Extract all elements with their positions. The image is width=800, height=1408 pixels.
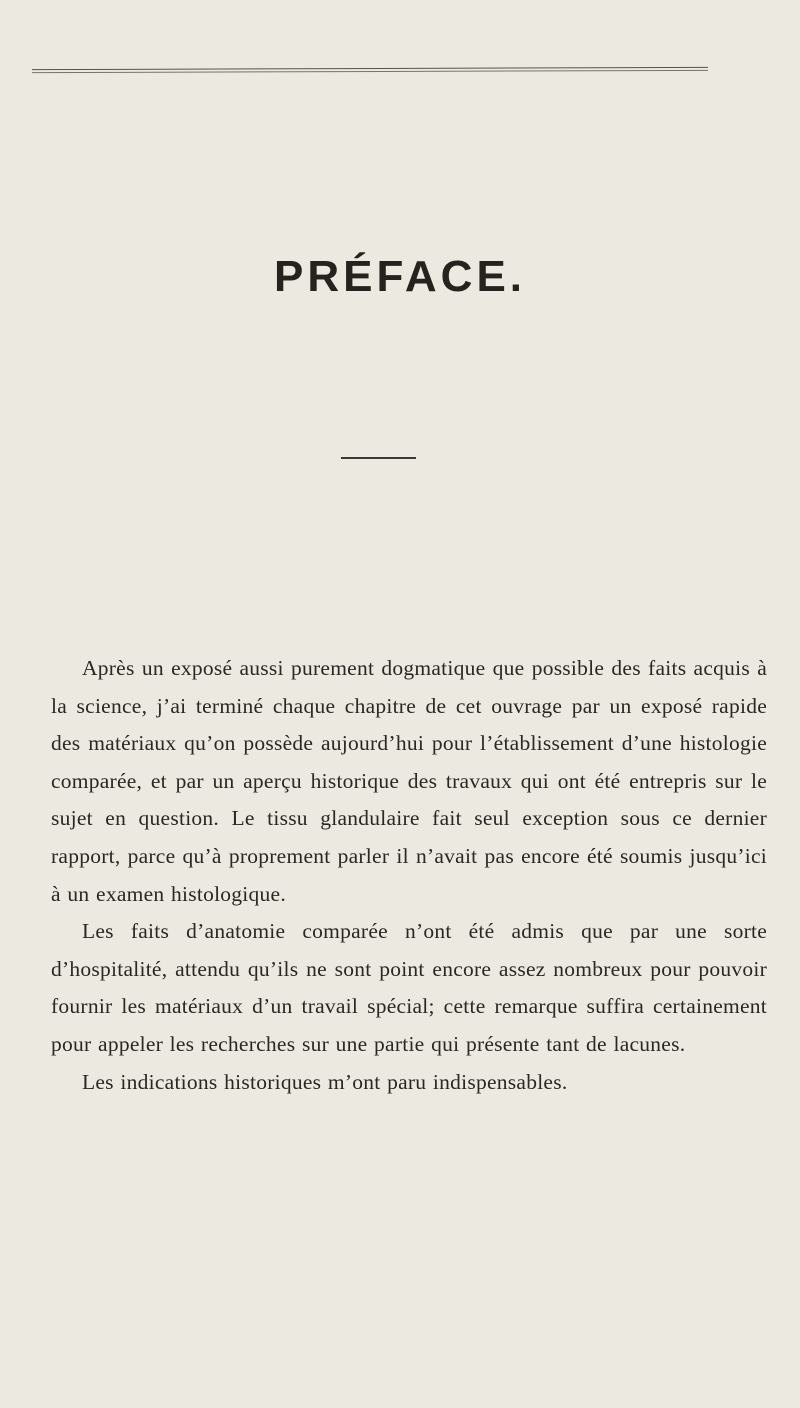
page-title: PRÉFACE. [273,252,527,301]
title-divider [341,457,416,459]
paragraph-3: Les indications historiques m’ont paru indispensables. [82,1069,568,1094]
paragraph-1: Après un exposé aussi purement dogmatique que possible des faits acquis à la science, j’ai terminé chaque chapitre de cet ouvrage par un exposé rapide des matériaux qu’on possède aujourd’hui pour l’établissement d’une histologie comparée, et par un aperçu historique des travaux qui ont été entrepris sur le sujet en question. Le tissu glandulaire fait seul exception sous ce dernier rapport, parce qu’à proprement parler il n’avait pas encore été soumis jusqu’ici à un examen histologique. [51,656,767,906]
top-rule [32,67,708,73]
preface-body [51,650,767,1101]
paragraph-2: Les faits d’anatomie comparée n’ont été admis que par une sorte d’hospitalité, attendu qu’ils ne sont point encore assez nombreux pour pouvoir fournir les matériaux d’un travail spécial; cette remarque suffira certainement pour appeler les recherches sur une partie qui présente tant de lacunes. [51,919,767,1056]
